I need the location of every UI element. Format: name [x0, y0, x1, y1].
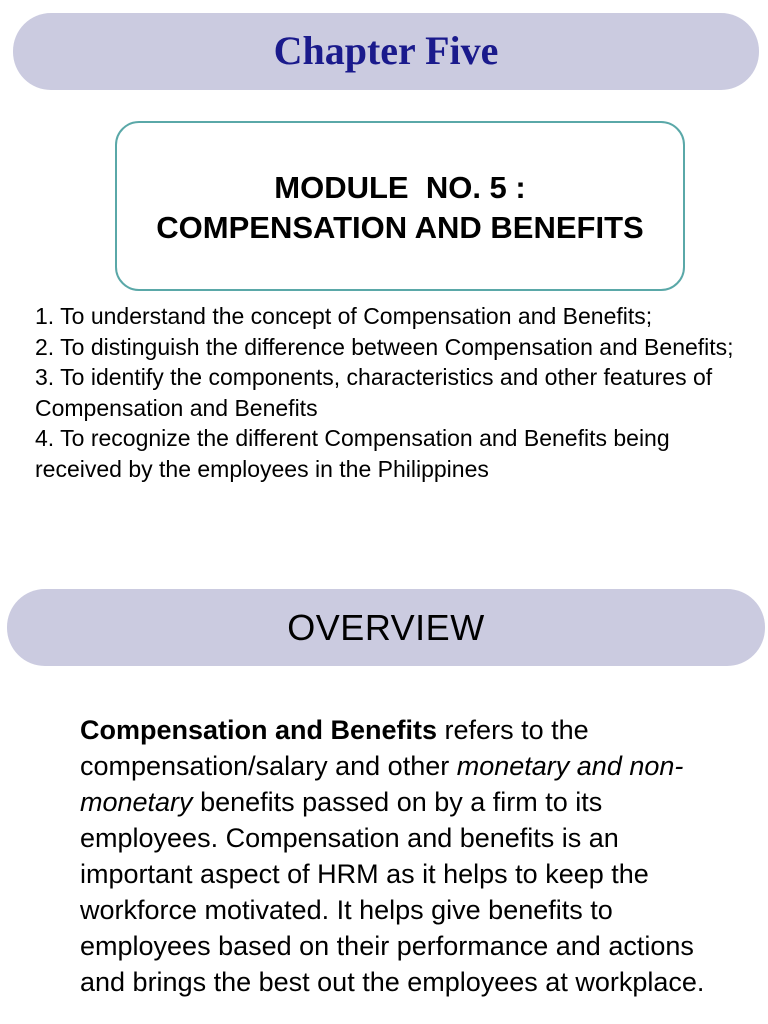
overview-text: benefits passed on by a firm to its employees. Compensation and benefits is an important aspect of HRM as it helps to keep the workforce motivated. It helps give benefits to employees based on their performance and actions and brings the best out the employees at workplace.	[80, 787, 705, 997]
module-number: MODULE NO. 5 :	[274, 170, 526, 205]
chapter-title: Chapter Five	[273, 28, 499, 73]
overview-paragraph	[80, 712, 720, 1000]
overview-lead-term: Compensation and Benefits	[80, 715, 438, 745]
objective-item: 3. To identify the components, characteristics and other features of Compensation and Benefits	[35, 364, 713, 421]
objective-item: 4. To recognize the different Compensation and Benefits being received by the employees in the Philippines	[35, 425, 670, 482]
objective-item: 1. To understand the concept of Compensation and Benefits;	[35, 303, 653, 329]
module-topic: COMPENSATION AND BENEFITS	[156, 210, 644, 245]
objectives-list	[35, 301, 745, 484]
overview-text: refers to the compensation/salary and other	[80, 715, 589, 781]
overview-banner	[7, 589, 765, 666]
overview-heading: OVERVIEW	[287, 606, 485, 648]
overview-emphasis: monetary and non-monetary	[80, 751, 684, 817]
chapter-banner	[13, 13, 759, 90]
module-title-box	[115, 121, 685, 291]
objective-item: 2. To distinguish the difference between Compensation and Benefits;	[35, 333, 734, 360]
